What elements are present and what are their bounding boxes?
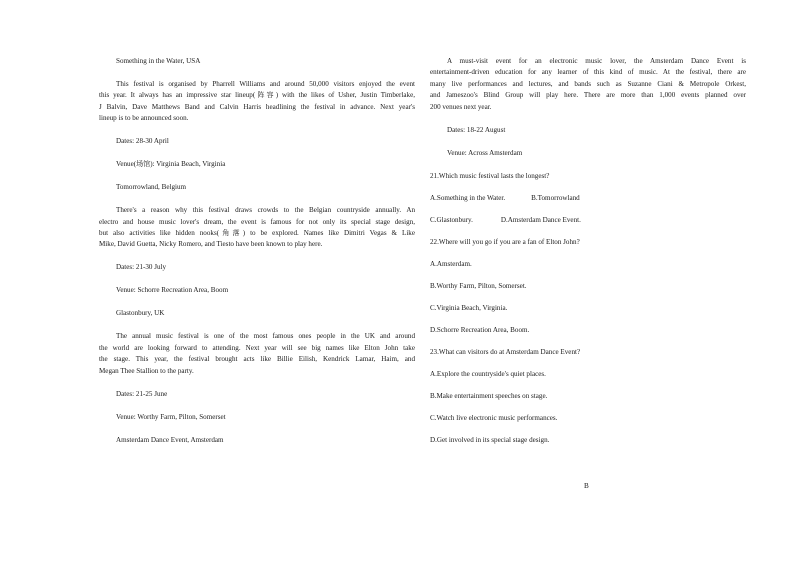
- festival-paragraph-amsterdam-dance-event: [430, 56, 746, 113]
- festival-dates: Dates: 21-30 July: [116, 263, 167, 272]
- paragraph-line: A must-visit event for an electronic music lover, the Amsterdam Dance Event is: [447, 57, 746, 65]
- option-a: A.Something in the Water.: [430, 193, 506, 202]
- question-22-stem: 22.Where will you go if you are a fan of Elton John?: [430, 237, 580, 246]
- festival-dates: Dates: 28-30 April: [116, 137, 169, 146]
- paragraph-line: lineup is to be announced soon.: [99, 114, 189, 123]
- option-d: D.Amsterdam Dance Event.: [500, 215, 581, 224]
- festival-heading-amsterdam-dance-event: Amsterdam Dance Event, Amsterdam: [116, 435, 224, 444]
- festival-paragraph-something-in-the-water: [99, 79, 415, 125]
- option-c: C.Virginia Beach, Virginia.: [430, 303, 508, 312]
- festival-venue: Venue(场馆): Virginia Beach, Virginia: [116, 160, 226, 169]
- option-b: B.Make entertainment speeches on stage.: [430, 391, 548, 400]
- option-a: A.Amsterdam.: [430, 259, 472, 268]
- option-a: A.Explore the countryside's quiet places.: [430, 369, 546, 378]
- paragraph-line: this year. It always has an impressive star lineup(阵容) with the likes of Usher, Justin Timberlake,: [99, 91, 415, 100]
- paragraph-line: J Balvin, Dave Matthews Band and Calvin Harris headlining the festival in advance. Next year's: [99, 102, 415, 111]
- festival-venue: Venue: Schorre Recreation Area, Boom: [116, 286, 229, 295]
- festival-dates: Dates: 18-22 August: [447, 125, 506, 134]
- page-letter: B: [584, 482, 589, 490]
- paragraph-line: and Jameszoo's Blind Group will play here. There are more than 1,000 events planned over: [430, 91, 746, 100]
- option-b: B.Worthy Farm, Pilton, Somerset.: [430, 281, 527, 290]
- paragraph-line: but also activities like hidden nooks(角落) to be explored. Names like Dimitri Vegas & Like: [99, 229, 415, 238]
- paragraph-line: Megan Thee Stallion to the party.: [99, 366, 194, 375]
- paragraph-line: the stage. This year, the festival brought acts like Billie Eilish, Kendrick Lamar, Haim, and: [99, 355, 415, 364]
- paragraph-line: The annual music festival is one of the most famous ones people in the UK and around: [116, 332, 415, 341]
- paragraph-line: electro and house music lover's dream, the event is famous for not only its special stage design,: [99, 217, 415, 226]
- festival-heading-tomorrowland: Tomorrowland, Belgium: [116, 183, 187, 192]
- paragraph-line: Mike, David Guetta, Nicky Romero, and Tiesto have been known to play here.: [99, 240, 323, 249]
- paragraph-line: many live performances and lectures, and bands such as Suzanne Ciani & Metropole Orkest,: [430, 79, 746, 88]
- festival-dates: Dates: 21-25 June: [116, 389, 168, 398]
- festival-heading-glastonbury: Glastonbury, UK: [116, 309, 165, 318]
- paragraph-line: the world are looking forward to attending. Next year will see big names like Elton John take: [99, 343, 415, 352]
- paragraph-line: 200 venues next year.: [430, 102, 492, 111]
- festival-heading-something-in-the-water: Something in the Water, USA: [116, 57, 201, 65]
- option-c: C.Glastonbury.: [430, 215, 473, 224]
- question-21-stem: 21.Which music festival lasts the longest?: [430, 171, 550, 180]
- paragraph-line: There's a reason why this festival draws crowds to the Belgian countryside annually. An: [116, 206, 415, 215]
- paragraph-line: This festival is organised by Pharrell Williams and around 50,000 visitors enjoyed the event: [116, 80, 415, 88]
- option-c: C.Watch live electronic music performances.: [430, 413, 558, 422]
- left-column: [99, 56, 415, 446]
- paragraph-line: entertainment-driven education for any learner of this kind of music. At the festival, there are: [430, 68, 746, 77]
- question-23-stem: 23.What can visitors do at Amsterdam Dance Event?: [430, 347, 581, 356]
- question-21-options-cd: [430, 215, 746, 226]
- festival-venue: Venue: Across Amsterdam: [447, 148, 523, 157]
- option-d: D.Schorre Recreation Area, Boom.: [430, 325, 530, 334]
- option-d: D.Get involved in its special stage design.: [430, 435, 550, 444]
- festival-paragraph-tomorrowland: [99, 205, 415, 251]
- right-column: [430, 56, 746, 446]
- festival-paragraph-glastonbury: [99, 331, 415, 377]
- festival-venue: Venue: Worthy Farm, Pilton, Somerset: [116, 412, 226, 421]
- option-b: B.Tomorrowland: [531, 193, 580, 202]
- question-21-options-ab: [430, 193, 746, 204]
